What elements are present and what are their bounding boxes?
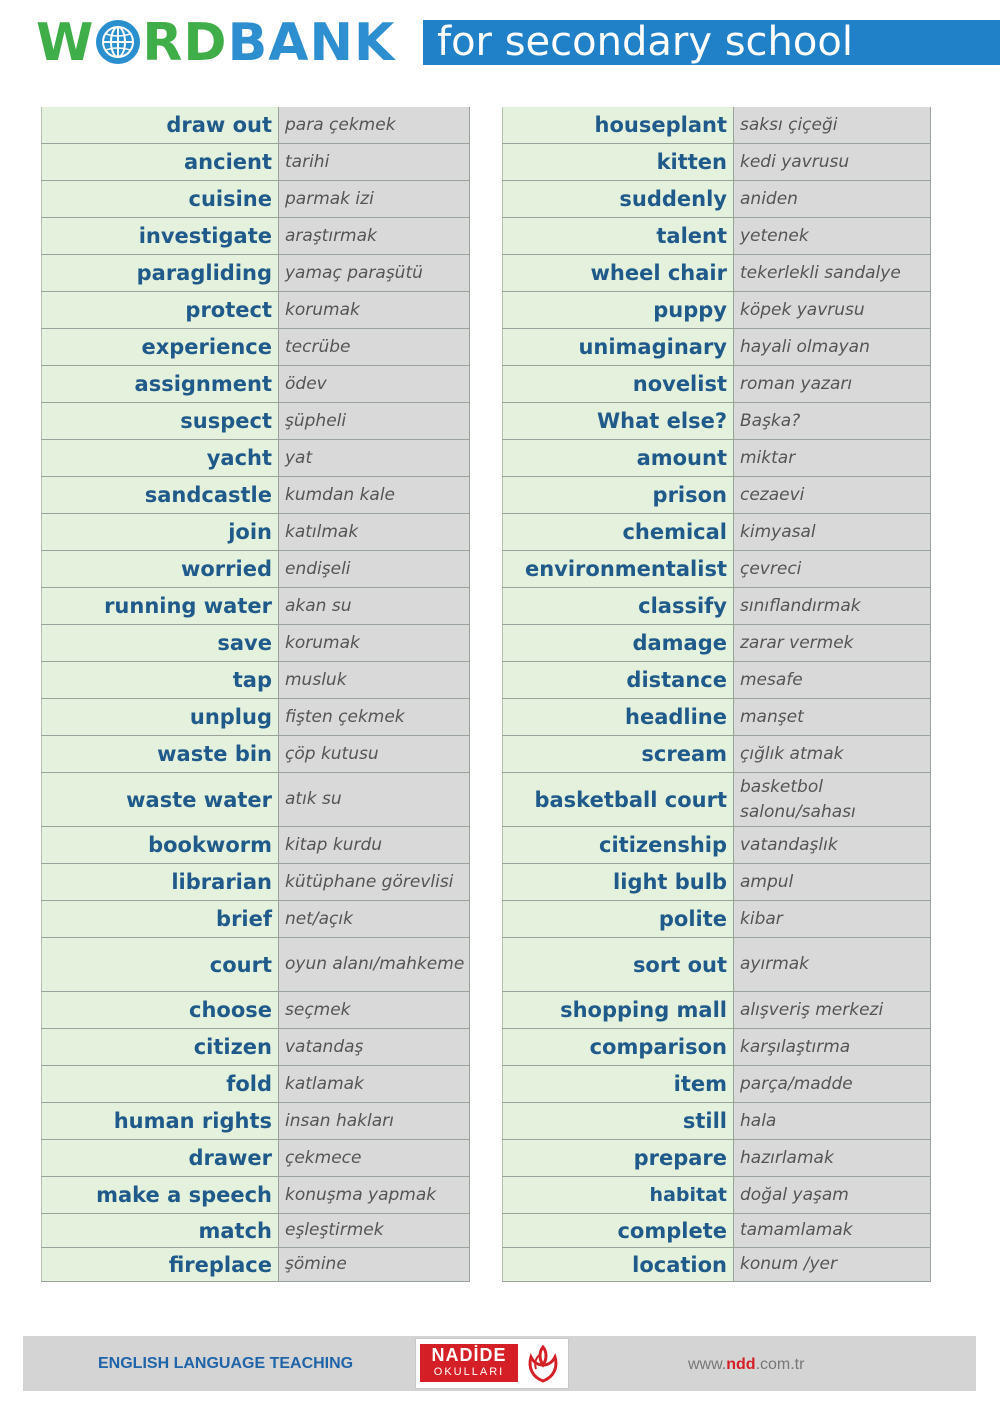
english-word: tap (41, 662, 279, 698)
turkish-translation: miktar (734, 440, 931, 476)
english-word: still (502, 1103, 734, 1139)
word-row (502, 864, 931, 901)
turkish-translation: kibar (734, 901, 931, 937)
turkish-translation: seçmek (279, 992, 470, 1028)
turkish-translation: katılmak (279, 514, 470, 550)
word-row (41, 662, 470, 699)
word-row (502, 551, 931, 588)
turkish-translation: parmak izi (279, 181, 470, 217)
english-word: light bulb (502, 864, 734, 900)
english-word: kitten (502, 144, 734, 180)
turkish-translation: karşılaştırma (734, 1029, 931, 1065)
english-word: item (502, 1066, 734, 1102)
word-row (41, 992, 470, 1029)
logo-letters-rd: RD (142, 13, 228, 73)
word-row (502, 1029, 931, 1066)
word-row (502, 1248, 931, 1282)
english-word: drawer (41, 1140, 279, 1176)
word-row (502, 144, 931, 181)
nadide-logo-box (420, 1344, 518, 1382)
word-row (502, 992, 931, 1029)
english-word: investigate (41, 218, 279, 254)
english-word: yacht (41, 440, 279, 476)
subtitle-text: for secondary school (437, 19, 853, 65)
english-word: citizenship (502, 827, 734, 863)
right-word-table (502, 107, 931, 1282)
turkish-translation: korumak (279, 625, 470, 661)
word-row (41, 292, 470, 329)
turkish-translation: eşleştirmek (279, 1214, 470, 1247)
url-prefix: www. (688, 1356, 727, 1373)
english-word: make a speech (41, 1177, 279, 1213)
turkish-translation: tamamlamak (734, 1214, 931, 1247)
left-word-table (41, 107, 470, 1282)
english-word: save (41, 625, 279, 661)
turkish-translation: hala (734, 1103, 931, 1139)
word-row (41, 551, 470, 588)
english-word: novelist (502, 366, 734, 402)
turkish-translation: çöp kutusu (279, 736, 470, 772)
url-brand: ndd (726, 1356, 756, 1373)
turkish-translation: sınıflandırmak (734, 588, 931, 624)
logo-word-bank: BANK (227, 13, 396, 73)
word-row (502, 107, 931, 144)
word-row (41, 625, 470, 662)
word-row (502, 255, 931, 292)
turkish-translation: para çekmek (279, 107, 470, 143)
turkish-translation: hazırlamak (734, 1140, 931, 1176)
turkish-translation: insan hakları (279, 1103, 470, 1139)
word-row (41, 329, 470, 366)
english-word: running water (41, 588, 279, 624)
english-word: suspect (41, 403, 279, 439)
english-word: houseplant (502, 107, 734, 143)
turkish-translation: endişeli (279, 551, 470, 587)
english-word: chemical (502, 514, 734, 550)
turkish-translation: zarar vermek (734, 625, 931, 661)
word-row (41, 440, 470, 477)
turkish-translation: çevreci (734, 551, 931, 587)
tulip-icon (522, 1343, 564, 1385)
word-row (41, 864, 470, 901)
turkish-translation: vatandaşlık (734, 827, 931, 863)
header (0, 0, 1000, 80)
turkish-translation: kimyasal (734, 514, 931, 550)
word-row (502, 181, 931, 218)
turkish-translation: araştırmak (279, 218, 470, 254)
turkish-translation: çekmece (279, 1140, 470, 1176)
website-url[interactable] (688, 1336, 804, 1394)
turkish-translation: parça/madde (734, 1066, 931, 1102)
turkish-translation: vatandaş (279, 1029, 470, 1065)
turkish-translation: Başka? (734, 403, 931, 439)
logo-letter-w: W (36, 13, 95, 73)
word-row (41, 1177, 470, 1214)
english-word: damage (502, 625, 734, 661)
english-word: polite (502, 901, 734, 937)
turkish-translation: çığlık atmak (734, 736, 931, 772)
word-row (502, 440, 931, 477)
english-word: assignment (41, 366, 279, 402)
english-word: court (41, 938, 279, 991)
turkish-translation: doğal yaşam (734, 1177, 931, 1213)
turkish-translation: cezaevi (734, 477, 931, 513)
english-word: choose (41, 992, 279, 1028)
subtitle-banner (423, 20, 1000, 65)
english-word: cuisine (41, 181, 279, 217)
turkish-translation: kütüphane görevlisi (279, 864, 470, 900)
english-word: suddenly (502, 181, 734, 217)
word-row (41, 1248, 470, 1282)
word-row (502, 218, 931, 255)
word-row (502, 773, 931, 827)
word-row (41, 1103, 470, 1140)
word-row (502, 329, 931, 366)
english-word: fold (41, 1066, 279, 1102)
english-word: headline (502, 699, 734, 735)
english-word: join (41, 514, 279, 550)
footer-department: ENGLISH LANGUAGE TEACHING (98, 1355, 354, 1372)
english-word: comparison (502, 1029, 734, 1065)
english-word: draw out (41, 107, 279, 143)
word-row (502, 1177, 931, 1214)
turkish-translation: alışveriş merkezi (734, 992, 931, 1028)
english-word: unimaginary (502, 329, 734, 365)
turkish-translation: oyun alanı/mahkeme (279, 938, 470, 991)
word-row (41, 144, 470, 181)
turkish-translation: katlamak (279, 1066, 470, 1102)
turkish-translation: yetenek (734, 218, 931, 254)
english-word: scream (502, 736, 734, 772)
wordbank-logo (36, 12, 395, 74)
word-row (41, 1214, 470, 1248)
word-row (41, 736, 470, 773)
english-word: unplug (41, 699, 279, 735)
word-row (502, 514, 931, 551)
nadide-logo-sub: OKULLARI (433, 1366, 505, 1378)
turkish-translation: manşet (734, 699, 931, 735)
nadide-logo-name: NADİDE (431, 1345, 507, 1365)
word-row (41, 1140, 470, 1177)
word-row (502, 1214, 931, 1248)
word-row (41, 366, 470, 403)
word-row (41, 699, 470, 736)
word-row (41, 827, 470, 864)
word-row (502, 901, 931, 938)
english-word: sort out (502, 938, 734, 991)
word-row (502, 938, 931, 992)
english-word: protect (41, 292, 279, 328)
english-word: environmentalist (502, 551, 734, 587)
english-word: ancient (41, 144, 279, 180)
turkish-translation: konuşma yapmak (279, 1177, 470, 1213)
english-word: citizen (41, 1029, 279, 1065)
word-row (502, 366, 931, 403)
english-word: librarian (41, 864, 279, 900)
turkish-translation: hayali olmayan (734, 329, 931, 365)
turkish-translation: konum /yer (734, 1248, 931, 1281)
turkish-translation: kedi yavrusu (734, 144, 931, 180)
word-row (502, 1103, 931, 1140)
english-word: human rights (41, 1103, 279, 1139)
turkish-translation: roman yazarı (734, 366, 931, 402)
word-row (502, 827, 931, 864)
english-word: bookworm (41, 827, 279, 863)
english-word: prepare (502, 1140, 734, 1176)
english-word: match (41, 1214, 279, 1247)
english-word: brief (41, 901, 279, 937)
english-word: classify (502, 588, 734, 624)
word-row (502, 699, 931, 736)
turkish-translation: atık su (279, 773, 470, 826)
english-word: waste water (41, 773, 279, 826)
turkish-translation: mesafe (734, 662, 931, 698)
turkish-translation: kumdan kale (279, 477, 470, 513)
english-word: habitat (502, 1177, 734, 1213)
word-row (41, 403, 470, 440)
turkish-translation: musluk (279, 662, 470, 698)
footer (23, 1336, 976, 1391)
word-row (502, 736, 931, 773)
english-word: location (502, 1248, 734, 1281)
english-word: wheel chair (502, 255, 734, 291)
word-row (41, 477, 470, 514)
english-word: prison (502, 477, 734, 513)
turkish-translation: saksı çiçeği (734, 107, 931, 143)
english-word: amount (502, 440, 734, 476)
turkish-translation: ayırmak (734, 938, 931, 991)
word-row (502, 588, 931, 625)
word-row (41, 1029, 470, 1066)
english-word: shopping mall (502, 992, 734, 1028)
english-word: What else? (502, 403, 734, 439)
turkish-translation: köpek yavrusu (734, 292, 931, 328)
english-word: puppy (502, 292, 734, 328)
turkish-translation: şömine (279, 1248, 470, 1281)
word-row (502, 1066, 931, 1103)
turkish-translation: korumak (279, 292, 470, 328)
turkish-translation: tarihi (279, 144, 470, 180)
english-word: fireplace (41, 1248, 279, 1281)
english-word: experience (41, 329, 279, 365)
word-row (41, 901, 470, 938)
word-row (41, 107, 470, 144)
turkish-translation: şüpheli (279, 403, 470, 439)
english-word: distance (502, 662, 734, 698)
english-word: paragliding (41, 255, 279, 291)
word-row (41, 255, 470, 292)
word-row (41, 181, 470, 218)
turkish-translation: net/açık (279, 901, 470, 937)
turkish-translation: akan su (279, 588, 470, 624)
turkish-translation: ödev (279, 366, 470, 402)
turkish-translation: tecrübe (279, 329, 470, 365)
word-row (41, 218, 470, 255)
nadide-logo (415, 1338, 569, 1389)
globe-icon (96, 20, 140, 64)
turkish-translation: fişten çekmek (279, 699, 470, 735)
url-suffix: .com.tr (755, 1356, 805, 1373)
word-row (502, 625, 931, 662)
word-row (41, 938, 470, 992)
turkish-translation: kitap kurdu (279, 827, 470, 863)
word-row (502, 292, 931, 329)
turkish-translation: basketbol salonu/sahası (734, 773, 931, 826)
word-row (41, 1066, 470, 1103)
english-word: talent (502, 218, 734, 254)
word-row (41, 588, 470, 625)
english-word: complete (502, 1214, 734, 1247)
word-row (41, 773, 470, 827)
turkish-translation: yat (279, 440, 470, 476)
turkish-translation: tekerlekli sandalye (734, 255, 931, 291)
word-row (502, 477, 931, 514)
turkish-translation: aniden (734, 181, 931, 217)
turkish-translation: yamaç paraşütü (279, 255, 470, 291)
word-row (502, 1140, 931, 1177)
english-word: waste bin (41, 736, 279, 772)
word-row (502, 403, 931, 440)
english-word: basketball court (502, 773, 734, 826)
english-word: sandcastle (41, 477, 279, 513)
word-row (41, 514, 470, 551)
turkish-translation: ampul (734, 864, 931, 900)
english-word: worried (41, 551, 279, 587)
word-row (502, 662, 931, 699)
